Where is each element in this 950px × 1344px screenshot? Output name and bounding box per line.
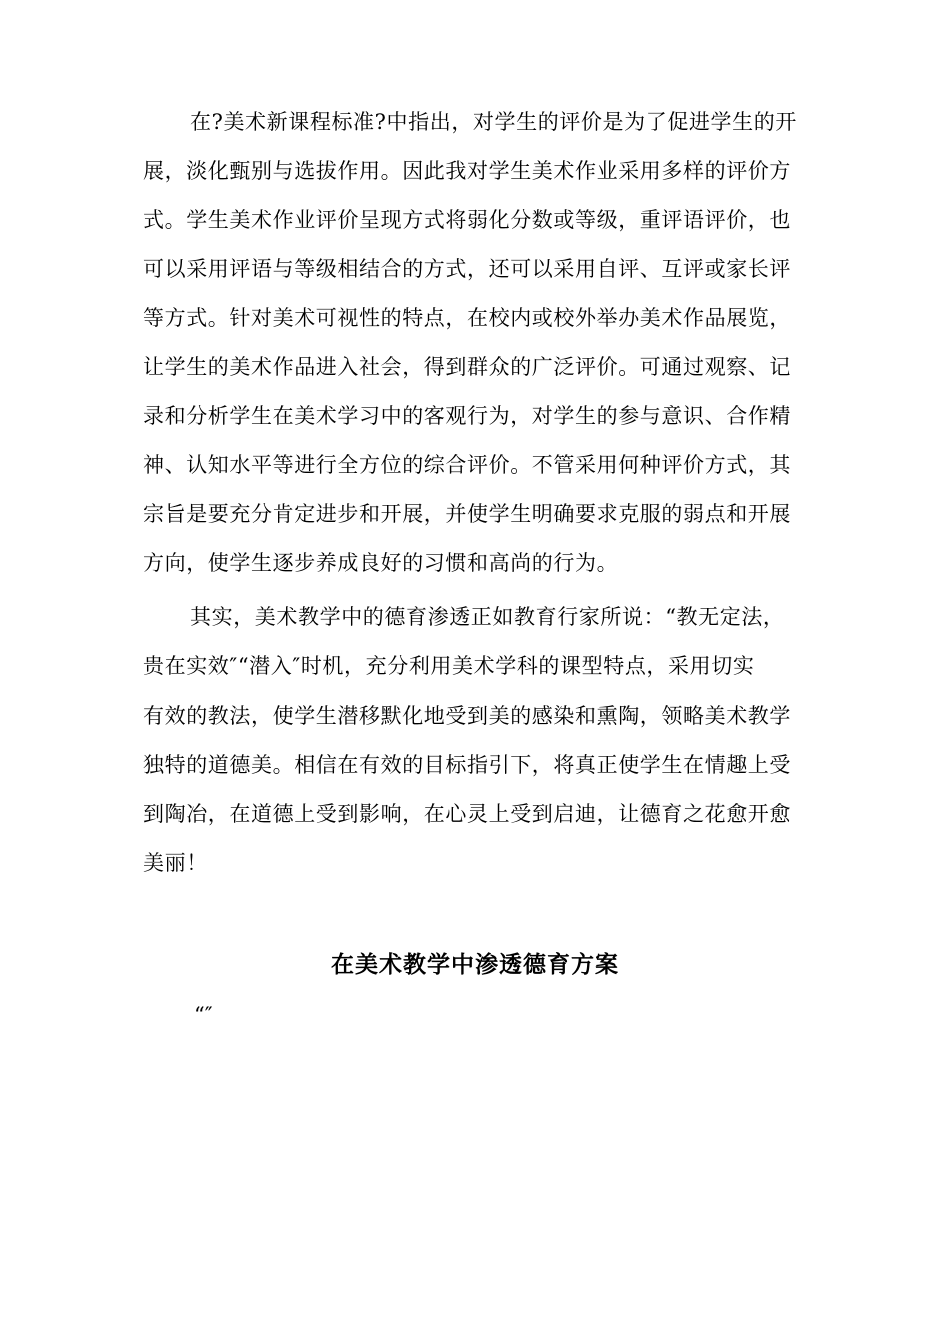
paragraph-2-line-4: 独特的道德美。相信在有效的目标指引下，将真正使学生在情趣上受 xyxy=(143,753,791,777)
paragraph-1-line-1: 在?美术新课程标准?中指出，对学生的评价是为了促进学生的开 xyxy=(190,110,797,134)
trailing-quote: “″ xyxy=(194,1003,213,1027)
paragraph-1-line-7: 录和分析学生在美术学习中的客观行为，对学生的参与意识、合作精 xyxy=(143,404,791,428)
paragraph-2-line-6: 美丽！ xyxy=(143,851,208,875)
paragraph-2-line-3: 有效的教法，使学生潜移默化地受到美的感染和熏陶，领略美术教学 xyxy=(143,704,791,728)
section-title: 在美术教学中渗透德育方案 xyxy=(331,951,619,978)
paragraph-1-line-10: 方向，使学生逐步养成良好的习惯和高尚的行为。 xyxy=(143,551,619,575)
paragraph-1-line-9: 宗旨是要充分肯定进步和开展，并使学生明确要求克服的弱点和开展 xyxy=(143,502,791,526)
paragraph-2-line-5: 到陶冶，在道德上受到影响，在心灵上受到启迪，让德育之花愈开愈 xyxy=(143,802,791,826)
paragraph-2-line-1: 其实，美术教学中的德育渗透正如教育行家所说：“教无定法， xyxy=(190,605,785,629)
paragraph-1-line-4: 可以采用评语与等级相结合的方式，还可以采用自评、互评或家长评 xyxy=(143,257,791,281)
paragraph-1-line-2: 展，淡化甄别与选拔作用。因此我对学生美术作业采用多样的评价方 xyxy=(143,159,791,183)
paragraph-1-line-8: 神、认知水平等进行全方位的综合评价。不管采用何种评价方式，其 xyxy=(143,453,791,477)
paragraph-1-line-3: 式。学生美术作业评价呈现方式将弱化分数或等级，重评语评价，也 xyxy=(143,208,791,232)
paragraph-1-line-6: 让学生的美术作品进入社会，得到群众的广泛评价。可通过观察、记 xyxy=(143,355,791,379)
paragraph-1-line-5: 等方式。针对美术可视性的特点，在校内或校外举办美术作品展览， xyxy=(143,306,791,330)
paragraph-2-line-2: 贵在实效″“潜入″时机，充分利用美术学科的课型特点，采用切实 xyxy=(143,654,755,678)
